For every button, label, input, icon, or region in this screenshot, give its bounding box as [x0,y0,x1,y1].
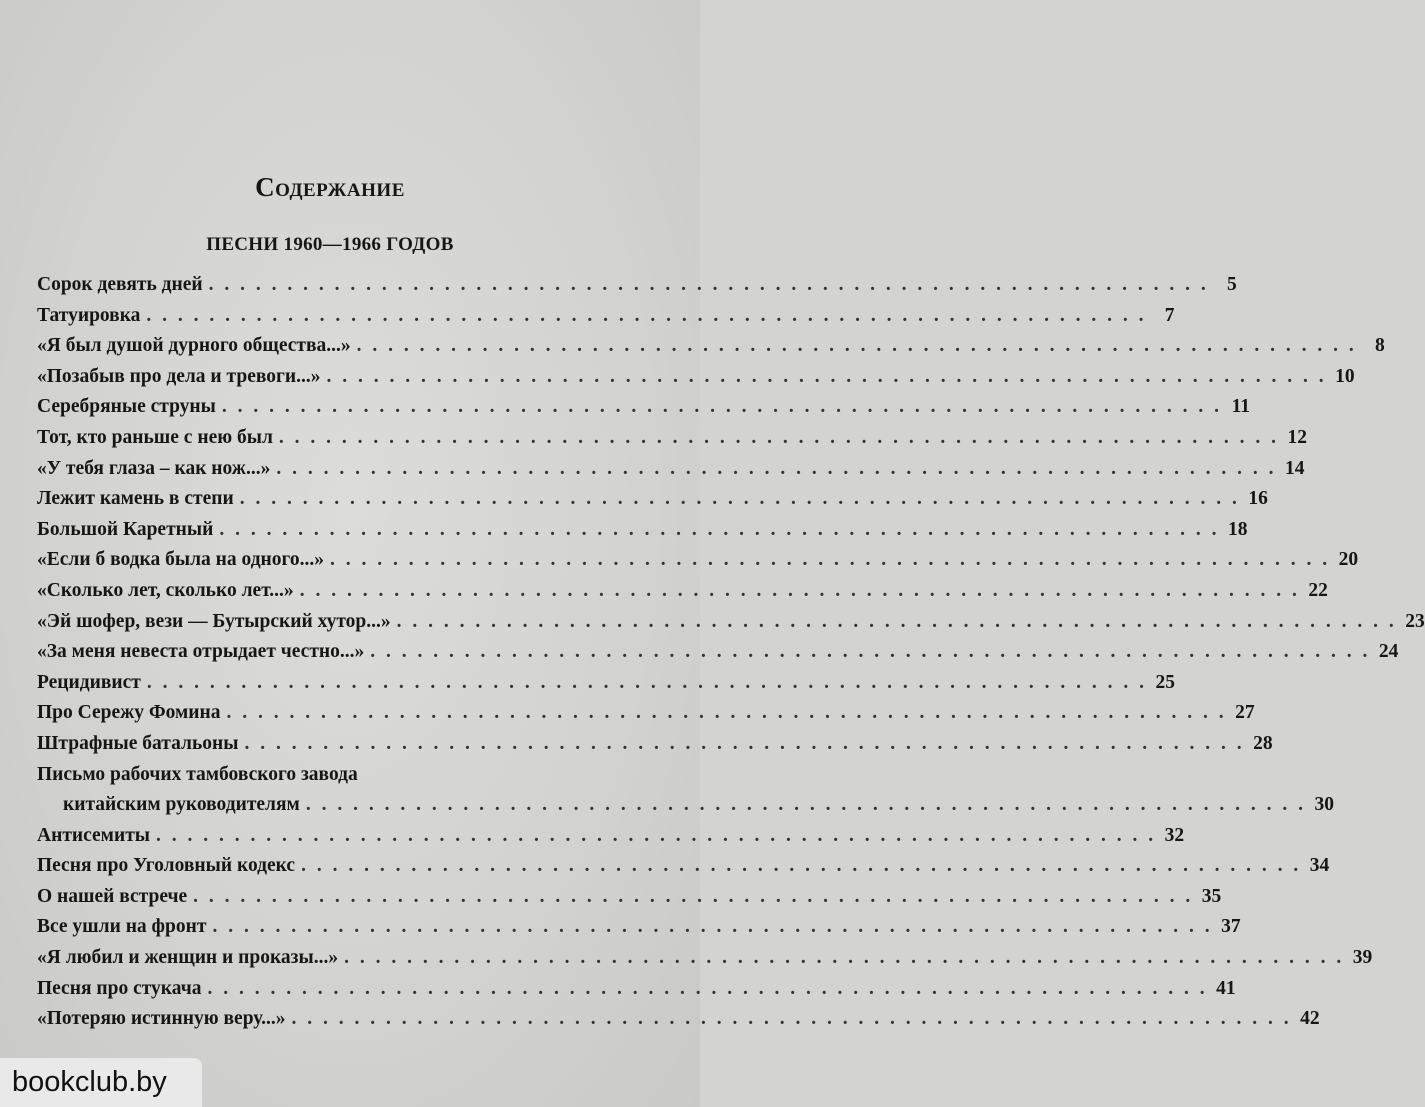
toc-entry-page: 32 [1164,824,1185,846]
toc-entry [37,821,1185,852]
leader-dots: . . . . . . . . . . . . . . . . . . . . . . . . . . . . . . . . . . . . . . . . . . . . . . . . . . . . . . . . . . . . . . . . [207,977,1208,999]
toc-entry-page: 7 [1164,304,1175,326]
toc-entry-title: Серебряные струны [37,396,216,418]
toc-entry [37,974,1236,1005]
leader-dots: . . . . . . . . . . . . . . . . . . . . . . . . . . . . . . . . . . . . . . . . . . . . . . . . . . . . . . . . . . . . . . . . [221,396,1223,418]
toc-entry [37,301,1175,332]
leader-dots: . . . . . . . . . . . . . . . . . . . . . . . . . . . . . . . . . . . . . . . . . . . . . . . . . . . . . . . . . . . . . . . . [226,702,1227,724]
leader-dots: . . . . . . . . . . . . . . . . . . . . . . . . . . . . . . . . . . . . . . . . . . . . . . . . . . . . . . . . . . . . . . . . [278,426,1280,448]
toc-entry-title: «Потеряю истинную веру...» [37,1008,286,1030]
leader-dots: . . . . . . . . . . . . . . . . . . . . . . . . . . . . . . . . . . . . . . . . . . . . . . . . . . . . . . . . . . . . . . . . [219,518,1220,540]
table-of-contents [37,270,1425,1035]
toc-entry-title: «За меня невеста отрыдает честно...» [37,641,365,663]
toc-entry-title: Песня про стукача [37,977,202,999]
leader-dots: . . . . . . . . . . . . . . . . . . . . . . . . . . . . . . . . . . . . . . . . . . . . . . . . . . . . . . . . . . . . . . . . [291,1008,1292,1030]
leader-dots: . . . . . . . . . . . . . . . . . . . . . . . . . . . . . . . . . . . . . . . . . . . . . . . . . . . . . . . . . . . . . . . . [146,304,1147,326]
section-title: ПЕСНИ 1960—1966 ГОДОВ [206,234,454,255]
toc-entry-page: 37 [1221,916,1241,938]
toc-entry [37,362,1355,393]
toc-entry-title: Тот, кто раньше с нею был [37,426,273,448]
leader-dots: . . . . . . . . . . . . . . . . . . . . . . . . . . . . . . . . . . . . . . . . . . . . . . . . . . . . . . . . . . . . . . . . [193,885,1194,907]
leader-dots: . . . . . . . . . . . . . . . . . . . . . . . . . . . . . . . . . . . . . . . . . . . . . . . . . . . . . . . . . . . . . . . . [370,641,1371,663]
page-title: Содержание [255,172,405,202]
toc-entry-title: «Позабыв про дела и тревоги...» [37,365,321,387]
toc-entry-page: 18 [1228,518,1248,540]
toc-entry-page: 20 [1338,549,1359,571]
toc-entry [37,760,614,791]
toc-entry-page: 22 [1308,579,1328,601]
toc-entry [37,423,1308,454]
toc-entry-title: «У тебя глаза – как нож...» [37,457,271,479]
toc-entry-continuation [37,790,1334,821]
toc-entry-page: 42 [1300,1008,1320,1030]
toc-entry [37,698,1255,729]
leader-dots: . . . . . . . . . . . . . . . . . . . . . . . . . . . . . . . . . . . . . . . . . . . . . . . . . . . . . . . . . . . . . . . . [356,335,1357,357]
toc-entry [37,637,1399,668]
leader-dots: . . . . . . . . . . . . . . . . . . . . . . . . . . . . . . . . . . . . . . . . . . . . . . . . . . . . . . . . . . . . . . . . [305,794,1306,816]
toc-entry-page: 8 [1375,335,1385,357]
toc-entry-title: Антисемиты [37,824,151,846]
toc-entry-title-continued: китайским руководителям [63,794,300,816]
leader-dots: . . . . . . . . . . . . . . . . . . . . . . . . . . . . . . . . . . . . . . . . . . . . . . . . . . . . . . . . . . . . . . . . [301,855,1302,877]
leader-dots: . . . . . . . . . . . . . . . . . . . . . . . . . . . . . . . . . . . . . . . . . . . . . . . . . . . . . . . . . . . . . . . . [244,732,1245,754]
leader-dots: . . . . . . . . . . . . . . . . . . . . . . . . . . . . . . . . . . . . . . . . . . . . . . . . . . . . . . . . . . . . . . . . [299,579,1300,601]
toc-entry-page: 30 [1314,794,1334,816]
toc-entry-title: Все ушли на фронт [37,916,207,938]
toc-entry-page: 34 [1309,855,1330,877]
toc-entry-page: 14 [1284,457,1305,479]
toc-entry-title: Штрафные батальоны [37,732,239,754]
toc-entry-title: Большой Каретный [37,518,214,540]
toc-entry [37,392,1251,423]
leader-dots: . . . . . . . . . . . . . . . . . . . . . . . . . . . . . . . . . . . . . . . . . . . . . . . . . . . . . . . . . . . . . . . . [276,457,1277,479]
toc-entry [37,576,1328,607]
toc-entry [37,331,1385,362]
toc-entry-title: «Сколько лет, сколько лет...» [37,579,294,601]
toc-entry [37,943,1373,974]
leader-dots: . . . . . . . . . . . . . . . . . . . . . . . . . . . . . . . . . . . . . . . . . . . . . . . . . . . . . . . . . . . . . . . . [146,671,1148,693]
toc-entry-title: Про Сережу Фомина [37,702,221,724]
leader-dots: . . . . . . . . . . . . . . . . . . . . . . . . . . . . . . . . . . . . . . . . . . . . . . . . . . . . . . . . . . . . . . . . [344,947,1345,969]
toc-entry-title: Песня про Уголовный кодекс [37,855,296,877]
toc-entry [37,851,1330,882]
toc-entry-title: Татуировка [37,304,141,326]
toc-entry-page: 23 [1405,610,1425,632]
toc-entry [37,729,1273,760]
toc-entry-title: «Я любил и женщин и проказы...» [37,947,339,969]
toc-entry-page: 35 [1201,885,1222,907]
toc-entry [37,607,1425,638]
toc-entry [37,484,1268,515]
toc-entry [37,1004,1320,1035]
leader-dots: . . . . . . . . . . . . . . . . . . . . . . . . . . . . . . . . . . . . . . . . . . . . . . . . . . . . . . . . . . . . . . . . [239,488,1240,510]
toc-entry-page: 28 [1253,732,1273,754]
toc-entry-page: 24 [1378,641,1399,663]
toc-entry-page: 25 [1155,671,1176,693]
leader-dots: . . . . . . . . . . . . . . . . . . . . . . . . . . . . . . . . . . . . . . . . . . . . . . . . . . . . . . . . . . . . . . . . [208,274,1209,295]
watermark-logo: bookclub.by [0,1058,202,1107]
toc-entry [37,270,1237,301]
toc-entry-title: Лежит камень в степи [37,488,234,510]
leader-dots: . . . . . . . . . . . . . . . . . . . . . . . . . . . . . . . . . . . . . . . . . . . . . . . . . . . . . . . . . . . . . . . . [212,916,1213,938]
toc-entry-title: Письмо рабочих тамбовского завода [37,763,358,785]
toc-entry-page: 16 [1248,488,1268,510]
leader-dots: . . . . . . . . . . . . . . . . . . . . . . . . . . . . . . . . . . . . . . . . . . . . . . . . . . . . . . . . . . . . . . . . [396,610,1397,632]
toc-entry [37,515,1248,546]
toc-entry-title: Рецидивист [37,671,141,693]
toc-entry-page: 27 [1235,702,1255,724]
toc-entry [37,882,1222,913]
toc-entry-title: Сорок девять дней [37,274,203,295]
leader-dots: . . . . . . . . . . . . . . . . . . . . . . . . . . . . . . . . . . . . . . . . . . . . . . . . . . . . . . . . . . . . . . . . [330,549,1331,571]
toc-entry-page: 11 [1231,396,1251,418]
toc-entry [37,668,1176,699]
toc-entry [37,545,1359,576]
toc-entry-title: «Если б водка была на одного...» [37,549,325,571]
leader-dots: . . . . . . . . . . . . . . . . . . . . . . . . . . . . . . . . . . . . . . . . . . . . . . . . . . . . . . . . . . . . . . . . [156,824,1157,846]
toc-entry-title: «Эй шофер, вези — Бутырский хутор...» [37,610,391,632]
toc-entry [37,912,1241,943]
toc-entry-page: 12 [1287,426,1308,448]
toc-entry-page: 10 [1335,365,1355,387]
toc-entry-page: 5 [1227,274,1237,295]
leader-dots: . . . . . . . . . . . . . . . . . . . . . . . . . . . . . . . . . . . . . . . . . . . . . . . . . . . . . . . . . . . . . . . . [326,365,1327,387]
toc-entry-page: 39 [1352,947,1373,969]
toc-entry [37,454,1305,485]
toc-entry-page: 41 [1216,977,1236,999]
toc-entry-title: «Я был душой дурного общества...» [37,335,351,357]
toc-entry-title: О нашей встрече [37,885,188,907]
